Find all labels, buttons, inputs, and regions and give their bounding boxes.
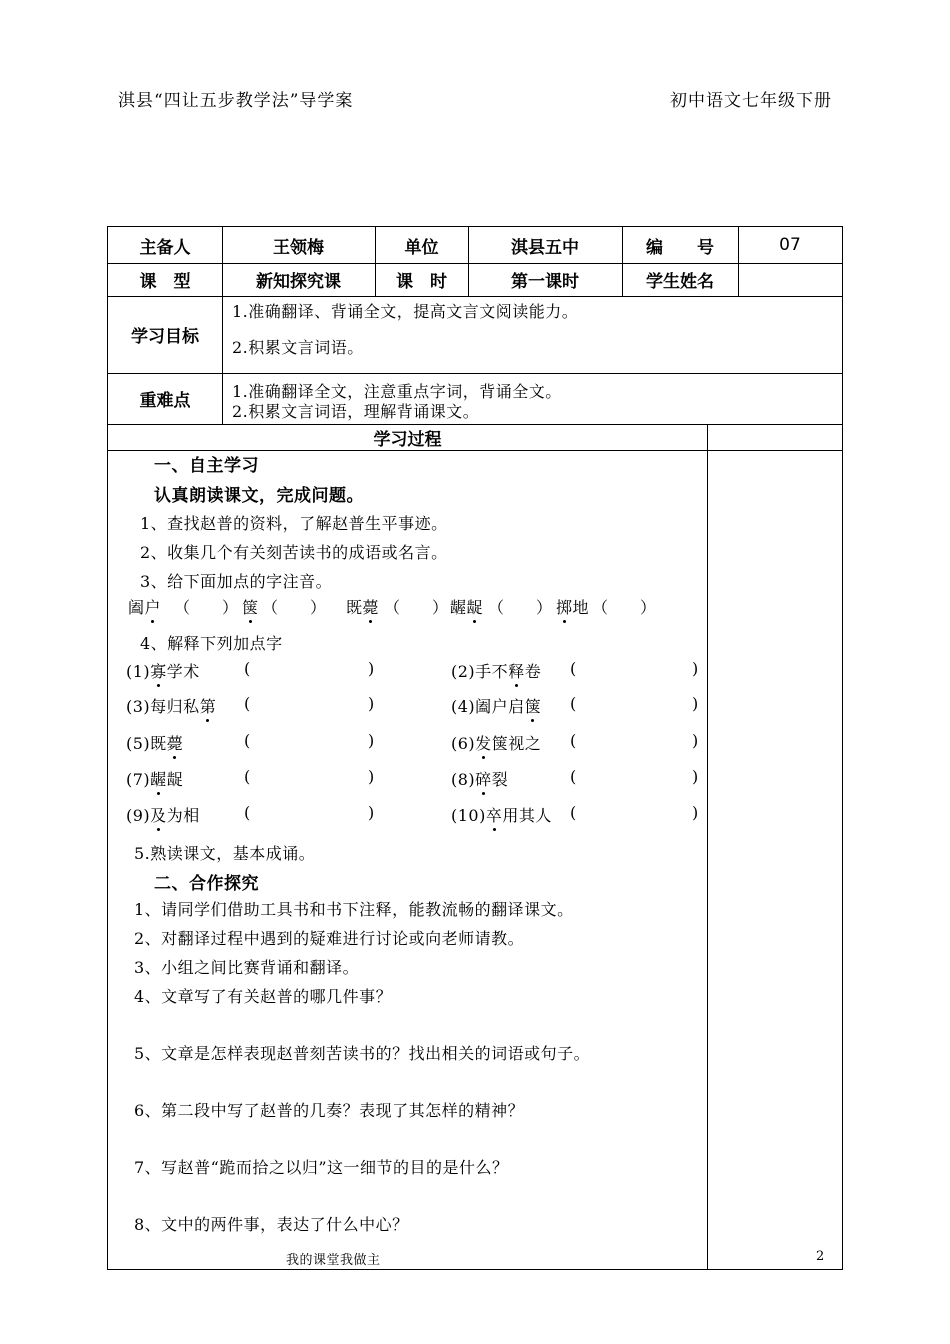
- word-1: (1)寡学术: [126, 662, 200, 681]
- label-type: 课 型: [139, 272, 191, 292]
- label-author: 主备人: [139, 237, 191, 258]
- word-blank-3-open[interactable]: (: [244, 694, 251, 713]
- s2-q7: 7、写赵普“跪而拾之以归”这一细节的目的是什么？: [134, 1158, 509, 1177]
- word-2: (2)手不释卷: [451, 662, 542, 681]
- s2-q6: 6、第二段中写了赵普的几奏？表现了其怎样的精神？: [134, 1101, 525, 1120]
- value-student[interactable]: [738, 263, 842, 296]
- lesson-table: [107, 226, 843, 1270]
- word-blank-4-open[interactable]: (: [570, 694, 577, 713]
- s1-title: 一、自主学习: [154, 456, 259, 476]
- word-blank-8-open[interactable]: (: [570, 767, 577, 786]
- word-3: (3)每归私第: [126, 697, 217, 716]
- pinyin-blank-3[interactable]: （ ）: [384, 598, 449, 617]
- value-author: 王领梅: [273, 237, 324, 258]
- word-9: (9)及为相: [126, 806, 200, 825]
- footer-motto: 我的课堂我做主: [286, 1253, 381, 1268]
- word-7: (7)龌龊: [126, 770, 184, 789]
- word-blank-4-close: ): [692, 694, 699, 713]
- word-blank-7-open[interactable]: (: [244, 767, 251, 786]
- word-blank-10-close: ): [692, 803, 699, 822]
- key-2: 2.积累文言词语，理解背诵课文。: [232, 402, 480, 421]
- word-blank-2-close: ): [692, 659, 699, 678]
- word-blank-6-close: ): [692, 731, 699, 750]
- word-blank-8-close: ): [692, 767, 699, 786]
- word-blank-3-close: ): [368, 694, 375, 713]
- header-left: 淇县“四让五步教学法”导学案: [118, 91, 354, 111]
- value-number: 07: [779, 235, 801, 255]
- word-blank-2-open[interactable]: (: [570, 659, 577, 678]
- value-period: 第一课时: [511, 272, 579, 292]
- page-number: 2: [816, 1249, 825, 1264]
- word-8: (8)碎裂: [451, 770, 509, 789]
- word-4: (4)阖户启箧: [451, 697, 542, 716]
- s1-q3: 3、给下面加点的字注音。: [140, 572, 333, 591]
- pinyin-blank-2[interactable]: （ ）: [262, 598, 327, 617]
- word-blank-5-close: ): [368, 731, 375, 750]
- s2-q8: 8、文中的两件事，表达了什么中心？: [134, 1215, 409, 1234]
- s1-q2: 2、收集几个有关刻苦读书的成语或名言。: [140, 543, 448, 562]
- word-blank-7-close: ): [368, 767, 375, 786]
- pinyin-item-3: 既薨: [346, 598, 380, 617]
- pinyin-blank-4[interactable]: （ ）: [488, 598, 553, 617]
- s1-q4: 4、解释下列加点字: [140, 634, 283, 653]
- s2-q4: 4、文章写了有关赵普的哪几件事？: [134, 987, 393, 1006]
- label-unit: 单位: [404, 237, 439, 258]
- s2-q1: 1、请同学们借助工具书和书下注释，能教流畅的翻译课文。: [134, 900, 574, 919]
- word-blank-1-open[interactable]: (: [244, 659, 251, 678]
- label-goals: 学习目标: [131, 327, 199, 347]
- word-blank-9-close: ): [368, 803, 375, 822]
- s2-title: 二、合作探究: [154, 874, 259, 894]
- word-6: (6)发箧视之: [451, 734, 542, 753]
- word-blank-5-open[interactable]: (: [244, 731, 251, 750]
- key-1: 1.准确翻译全文，注意重点字词，背诵全文。: [232, 382, 562, 401]
- goal-2: 2.积累文言词语。: [232, 338, 364, 357]
- word-blank-9-open[interactable]: (: [244, 803, 251, 822]
- pinyin-item-1: 阖户: [128, 598, 162, 617]
- pinyin-item-2: 箧: [242, 598, 259, 617]
- label-key: 重难点: [139, 391, 191, 411]
- s1-q5: 5.熟读课文，基本成诵。: [134, 844, 316, 863]
- s1-sub: 认真朗读课文，完成问题。: [154, 486, 364, 506]
- pinyin-item-4: 龌龊: [450, 598, 484, 617]
- word-5: (5)既薨: [126, 734, 184, 753]
- label-student: 学生姓名: [646, 272, 714, 292]
- pinyin-blank-1[interactable]: （ ）: [174, 598, 239, 617]
- label-period: 课 时: [396, 272, 447, 292]
- word-blank-6-open[interactable]: (: [570, 731, 577, 750]
- pinyin-blank-5[interactable]: （ ）: [592, 598, 657, 617]
- word-blank-10-open[interactable]: (: [570, 803, 577, 822]
- s2-q3: 3、小组之间比赛背诵和翻译。: [134, 958, 360, 977]
- word-10: (10)卒用其人: [451, 806, 552, 825]
- s2-q2: 2、对翻译过程中遇到的疑难进行讨论或向老师请教。: [134, 929, 525, 948]
- value-unit: 淇县五中: [511, 237, 579, 258]
- header-right: 初中语文七年级下册: [670, 91, 832, 111]
- label-number: 编 号: [646, 237, 714, 258]
- pinyin-item-5: 掷地: [556, 598, 590, 617]
- process-title: 学习过程: [373, 429, 442, 450]
- value-type: 新知探究课: [256, 272, 341, 292]
- word-blank-1-close: ): [368, 659, 375, 678]
- s2-q5: 5、文章是怎样表现赵普刻苦读书的？找出相关的词语或句子。: [134, 1044, 591, 1063]
- goal-1: 1.准确翻译、背诵全文，提高文言文阅读能力。: [232, 302, 579, 321]
- s1-q1: 1、查找赵普的资料，了解赵普生平事迹。: [140, 514, 448, 533]
